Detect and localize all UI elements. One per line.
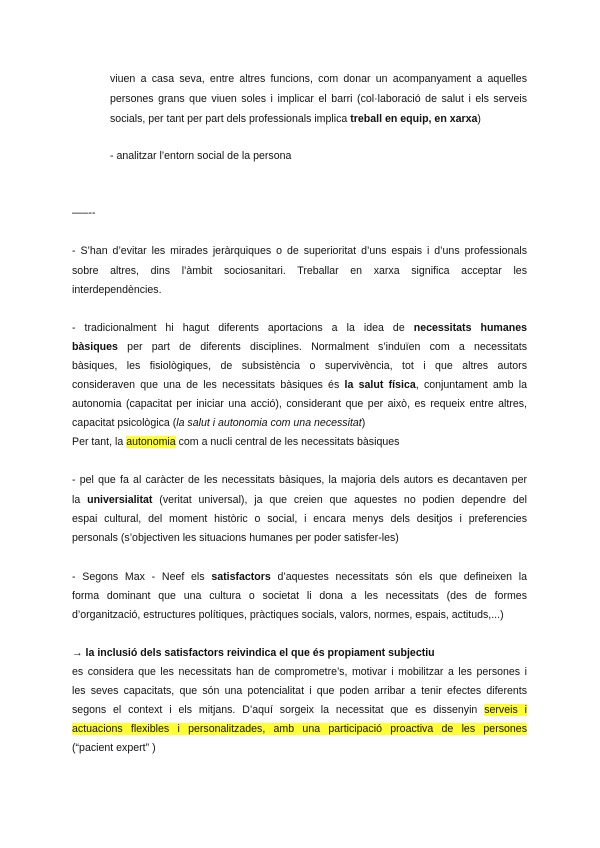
text-line bbox=[110, 112, 481, 126]
text-span: bàsiques, les fisiològiques, de subsistència o supervivència, tot i que altres autors bbox=[72, 360, 527, 372]
text-span: ) bbox=[477, 113, 481, 125]
text-line bbox=[72, 493, 527, 507]
text-line bbox=[72, 741, 156, 755]
text-span: , conjuntament amb la bbox=[415, 379, 527, 391]
text-line bbox=[110, 72, 527, 86]
italic-text: la salut i autonomia com una necessitat bbox=[176, 417, 362, 429]
highlighted-text: actuacions flexibles i personalitzades, amb una participació proactiva de les persones bbox=[72, 723, 527, 735]
highlighted-text: serveis i bbox=[484, 704, 527, 716]
section-heading bbox=[72, 646, 435, 660]
text-span: consideraven que una de les necessitats bàsiques és bbox=[72, 379, 345, 391]
text-span: - S’han d’evitar les mirades jeràrquiques o de superioritat d’uns espais i d’uns professionals bbox=[72, 245, 527, 257]
text-span: es considera que les necessitats han de comprometre’s, motivar i mobilitzar a les persones i bbox=[72, 666, 527, 678]
text-line bbox=[72, 321, 527, 335]
text-line bbox=[72, 684, 527, 698]
text-line bbox=[110, 92, 527, 106]
separator bbox=[72, 206, 96, 220]
text-span: com a nucli central de les necessitats bàsiques bbox=[175, 436, 400, 448]
text-line bbox=[72, 359, 527, 373]
text-line bbox=[72, 665, 527, 679]
text-span: per part de diferents disciplines. Normalment s’induïen com a necessitats bbox=[127, 341, 527, 353]
text-span: persones grans que viuen soles i implicar el barri (col·laboració de salut i els serveis bbox=[110, 93, 527, 105]
text-line bbox=[72, 435, 399, 449]
text-span: Per tant, la bbox=[72, 436, 127, 448]
bold-text: necessitats humanes bbox=[413, 322, 527, 334]
text-span: - pel que fa al caràcter de les necessitats bàsiques, la majoria dels autors es decantaven per bbox=[72, 474, 527, 486]
bold-text: bàsiques bbox=[72, 341, 118, 353]
highlighted-text: autonomia bbox=[126, 436, 176, 448]
text-line bbox=[72, 244, 527, 258]
text-span: interdependències. bbox=[72, 284, 162, 296]
text-span: forma dominant que una cultura o societat li dona a les necessitats (des de formes bbox=[72, 590, 527, 602]
text-line bbox=[72, 608, 504, 622]
text-line bbox=[72, 703, 527, 717]
text-span: socials, per tant per part dels professionals implica bbox=[110, 113, 351, 125]
text-span: d’organització, estructures polítiques, pràctiques socials, valors, normes, espais, actituds,...) bbox=[72, 609, 504, 621]
text-span: autonomia (capacitat per iniciar una acció), considerant que per això, es requeix entre altres, bbox=[72, 398, 527, 410]
text-line bbox=[72, 512, 527, 526]
text-line bbox=[72, 283, 162, 297]
text-span: d’aquestes necessitats són els que defineixen la bbox=[270, 571, 527, 583]
text-span: ) bbox=[361, 417, 366, 429]
text-line bbox=[72, 397, 527, 411]
bold-text: universialitat bbox=[87, 494, 153, 506]
bold-text: treball en equip, en xarxa bbox=[350, 113, 478, 125]
text-span: segons el context i els mitjans. D’aquí sorgeix la necessitat que es dissenyin bbox=[72, 704, 485, 716]
text-span: - Segons Max - Neef els bbox=[72, 571, 212, 583]
text-line bbox=[72, 264, 527, 278]
text-line bbox=[72, 531, 399, 545]
text-line bbox=[72, 570, 527, 584]
text-line bbox=[72, 722, 527, 736]
text-span: (“pacient expert” ) bbox=[72, 742, 156, 754]
bold-text: la salut física bbox=[344, 379, 416, 391]
text-span: les seves capacitats, que són una potencialitat i que poden arribar a tenir efectes diferents bbox=[72, 685, 527, 697]
text-span: (veritat universal), ja que creien que aquestes no podien dependre del bbox=[152, 494, 527, 506]
bold-text: → la inclusió dels satisfactors reivindica el que és propiament subjectiu bbox=[72, 647, 435, 659]
text-span: viuen a casa seva, entre altres funcions, com donar un acompanyament a aquelles bbox=[110, 73, 527, 85]
text-span: capacitat psicològica ( bbox=[72, 417, 177, 429]
text-line bbox=[110, 149, 291, 163]
text-span: espai cultural, del moment històric o social, i encara menys dels desitjos i preferencies bbox=[72, 513, 527, 525]
text-line bbox=[72, 473, 527, 487]
bold-text: satisfactors bbox=[211, 571, 271, 583]
text-span: personals (s’objectiven les situacions humanes per poder satisfer-les) bbox=[72, 532, 399, 544]
text-line bbox=[72, 378, 527, 392]
text-line bbox=[72, 340, 527, 354]
text-span: - analitzar l’entorn social de la persona bbox=[110, 150, 292, 162]
text-line bbox=[72, 416, 365, 430]
text-span: la bbox=[72, 494, 88, 506]
text-span: sobre altres, dins l’àmbit sociosanitari. Treballar en xarxa significa acceptar les bbox=[72, 265, 527, 277]
text-span: - tradicionalment hi hagut diferents aportacions a la idea de bbox=[72, 322, 414, 334]
text-span: —–-- bbox=[72, 207, 96, 219]
text-line bbox=[72, 589, 527, 603]
